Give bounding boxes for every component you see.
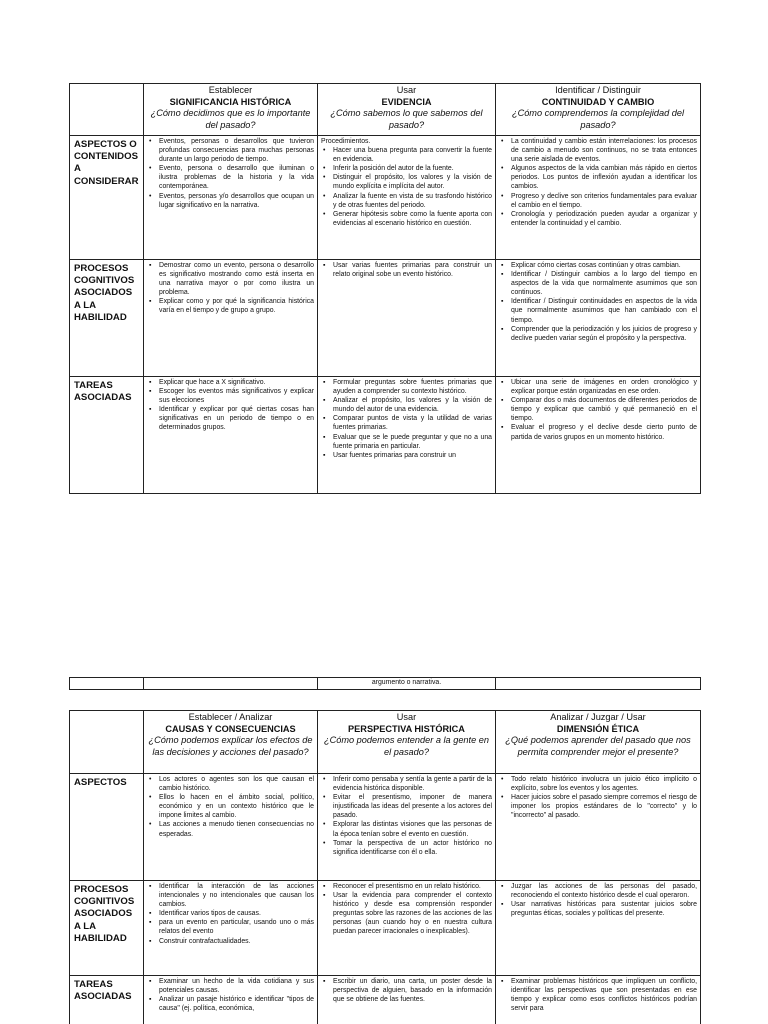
header-empty-cell [70,711,144,774]
cell-continuity [496,136,701,260]
list-item: ▪ Reconocer el presentismo en un relato histórico. [321,882,492,891]
list-item: ▪ Analizar el propósito, los valores y la visión de mundo del autor de una evidencia. [321,396,492,414]
list-item: ▪ Identificar / Distinguir cambios a lo largo del tiempo en aspectos de la vida que normalmente asumimos que son continuos. [499,270,697,297]
skills-table-part-1 [69,83,701,494]
list-item: ▪ Usar fuentes primarias para construir un [321,451,492,460]
list-item: ▪ Escoger los eventos más significativos y explicar sus elecciones [147,387,314,405]
table-row [70,774,701,881]
header-evidence [318,84,496,136]
header-verb: Usar [396,712,417,722]
row-label: ASPECTOS O CONTENIDOS A CONSIDERAR [70,136,144,260]
header-question: ¿Cómo decidimos que es lo importante del pasado? [150,108,311,130]
list-item: ▪ Demostrar como un evento, persona o desarrollo es significativo mostrando como está inserta en una narrativa mayor o por como ilustra un problema. [147,261,314,297]
header-ethics [496,711,701,774]
list-item: ▪ para un evento en particular, usando uno o más relatos del evento [147,918,314,936]
empty-cell [496,678,701,690]
header-question: ¿Qué podemos aprender del pasado que nos permita comprender mejor el presente? [505,735,691,757]
list-item: • Cronología y periodización pueden ayudar a organizar y entender la continuidad y el cambio. [499,210,697,228]
header-title: SIGNIFICANCIA HISTÓRICA [169,96,292,107]
header-verb: Usar [396,85,417,95]
header-significance [144,84,318,136]
empty-cell [144,678,318,690]
list-item: • Explorar las distintas visiones que las personas de la época tenían sobre el evento en cuestión. [321,820,492,838]
list-item: • Hacer una buena pregunta para convertir la fuente en evidencia. [321,146,492,164]
list-item: ▪ Examinar problemas históricos que impliquen un conflicto, identificar las perspectivas que son presentadas en ese tiempo y explicar como esos conflictos históricos podrían servir para [499,977,697,1013]
list-item: • Hacer juicios sobre el pasado siempre corremos el riesgo de imponer los propios estándares de lo "correcto" y lo "incorrecto" al pasado. [499,793,697,820]
list-item: • La continuidad y cambio están interrelaciones: los procesos de cambio a menudo son continuos, no se trata entonces una serie aislada de eventos. [499,137,697,164]
list-item: • Progreso y declive son criterios fundamentales para evaluar el cambio en el tiempo. [499,192,697,210]
list-item: ▪ Formular preguntas sobre fuentes primarias que ayuden a comprender su contexto histórico. [321,378,492,396]
table-header-row [70,84,701,136]
list-item: • Generar hipótesis sobre como la fuente aporta con evidencias al escenario histórico en cuestión. [321,210,492,228]
empty-cell [70,678,144,690]
list-item: ▪ Explicar que hace a X significativo. [147,378,314,387]
list-item: • Todo relato histórico involucra un juicio ético implícito o explícito, sobre los eventos y los agentes. [499,775,697,793]
list-item: • Analizar la fuente en vista de su trasfondo histórico y de otras fuentes del periodo. [321,192,492,210]
list-item: • Eventos, personas o desarrollos que tuvieron profundas consecuencias para muchas personas durante un largo periodo de tiempo. [147,137,314,164]
list-item: ▪ Analizar un pasaje histórico e identificar "tipos de causa" (ej. política, económica, [147,995,314,1013]
list-item: • Ellos lo hacen en el ámbito social, político, económico y en un contexto histórico que le impone limites al cambio. [147,793,314,820]
skills-table-part-2 [69,710,701,1024]
header-question: ¿Cómo podemos explicar los efectos de las decisiones y acciones del pasado? [148,735,313,757]
list-item: • Tomar la perspectiva de un actor histórico no significa identificarse con él o ella. [321,839,492,857]
cell-causes [144,881,318,976]
header-verb: Establecer [208,85,253,95]
cell-causes [144,774,318,881]
list-item: ▪ Evaluar que se le puede preguntar y que no a una fuente primaria en particular. [321,433,492,451]
header-title: CONTINUIDAD Y CAMBIO [541,96,655,107]
header-verb: Analizar / Juzgar / Usar [550,712,646,722]
cell-significance [144,377,318,494]
list-item: • Las acciones a menudo tienen consecuencias no esperadas. [147,820,314,838]
cell-perspective [318,881,496,976]
cell-evidence [318,136,496,260]
cell-continuity [496,260,701,377]
cell-ethics [496,774,701,881]
table-row [70,976,701,1024]
list-item: ▪ Identificar la interacción de las acciones intencionales y no intencionales que causan los cambios. [147,882,314,909]
list-item: ▪ Usar la evidencia para comprender el contexto histórico y desde esa comprensión responder preguntas sobre las razones de las acciones de las personas (aun cuando hoy o en nuestra cultura puedan parecer irracionales o inexplicables). [321,891,492,936]
header-verb: Identificar / Distinguir [555,85,641,95]
table-row [70,260,701,377]
list-item: ▪ Identificar y explicar por qué ciertas cosas han significativas en un periodo de tiempo o en determinados grupos. [147,405,314,432]
list-item: ▪ Ubicar una serie de imágenes en orden cronológico y explicar porque están organizadas en ese orden. [499,378,697,396]
header-title: CAUSAS Y CONSECUENCIAS [165,723,296,734]
list-item: ▪ Explicar como y por qué la significancia histórica varía en el tiempo y de grupo a grupo. [147,297,314,315]
list-item: ▪ Comparar puntos de vista y la utilidad de varias fuentes primarias. [321,414,492,432]
list-item: • Distinguir el propósito, los valores y la visión de mundo explícita e implícita del autor. [321,173,492,191]
row-label: TAREAS ASOCIADAS [70,377,144,494]
cell-perspective [318,976,496,1024]
row-label: TAREAS ASOCIADAS [70,976,144,1024]
list-item: • Inferir como pensaba y sentía la gente a partir de la evidencia histórica disponible. [321,775,492,793]
list-item: • Los actores o agentes son los que causan el cambio histórico. [147,775,314,793]
cell-ethics [496,976,701,1024]
list-item: ▪ Usar narrativas históricas para sustentar juicios sobre preguntas éticas, sociales y políticas del presente. [499,900,697,918]
list-item: • Inferir la posición del autor de la fuente. [321,164,492,173]
header-title: DIMENSIÓN ÉTICA [556,723,640,734]
list-item: ▪ Usar varias fuentes primarias para construir un relato original sobe un evento histórico. [321,261,492,279]
cell-causes [144,976,318,1024]
cell-ethics [496,881,701,976]
header-perspective [318,711,496,774]
header-empty-cell [70,84,144,136]
list-item: ▪ Evaluar el progreso y el declive desde cierto punto de partida de varios grupos en un momento histórico. [499,423,697,441]
row-label: ASPECTOS [70,774,144,881]
header-verb: Establecer / Analizar [188,712,273,722]
list-item: ▪ Explicar cómo ciertas cosas continúan y otras cambian. [499,261,697,270]
list-item: ▪ Comparar dos o más documentos de diferentes periodos de tiempo y explicar que cambió y qué permaneció en el tiempo. [499,396,697,423]
header-question: ¿Cómo comprendemos la complejidad del pasado? [511,108,685,130]
header-question: ¿Cómo podemos entender a la gente en el pasado? [324,735,489,757]
row-label: PROCESOS COGNITIVOS ASOCIADOS A LA HABILIDAD [70,881,144,976]
continuation-row [69,677,701,690]
continuation-text: argumento o narrativa. [318,678,496,690]
header-causes [144,711,318,774]
list-item: ▪ Identificar / Distinguir continuidades en aspectos de la vida que normalmente asumimos que han cambiado con el tiempo. [499,297,697,324]
header-question: ¿Cómo sabemos lo que sabemos del pasado? [330,108,483,130]
cell-significance [144,136,318,260]
list-item: ▪ Juzgar las acciones de las personas del pasado, reconociendo el contexto histórico desde el cual operaron. [499,882,697,900]
header-continuity [496,84,701,136]
cell-continuity [496,377,701,494]
header-title: EVIDENCIA [381,96,432,107]
header-title: PERSPECTIVA HISTÓRICA [348,723,465,734]
table-header-row [70,711,701,774]
list-item: ▪ Identificar varios tipos de causas. [147,909,314,918]
list-item: ▪ Comprender que la periodización y los juicios de progreso y declive pueden variar según el propósito y la perspectiva. [499,325,697,343]
cell-perspective [318,774,496,881]
list-item: ▪ Examinar un hecho de la vida cotidiana y sus potenciales causas. [147,977,314,995]
cell-evidence [318,377,496,494]
list-item: • Eventos, personas y/o desarrollos que ocupan un lugar significativo en la narrativa. [147,192,314,210]
table-row [70,136,701,260]
cell-intro: Procedimientos. [321,138,371,145]
list-item: • Evento, persona o desarrollo que iluminan o ilustra problemas de la historia y la vida contemporánea. [147,164,314,191]
table-row [70,881,701,976]
row-label: PROCESOS COGNITIVOS ASOCIADOS A LA HABILIDAD [70,260,144,377]
list-item: ▪ Construir contrafactualidades. [147,937,314,946]
list-item: • Algunos aspectos de la vida cambian más rápido en ciertos periodos. Los puntos de inflexión ayudan a identificar los cambios. [499,164,697,191]
cell-significance [144,260,318,377]
cell-evidence [318,260,496,377]
table-row [70,377,701,494]
list-item: ▪ Escribir un diario, una carta, un poster desde la perspectiva de alguien, basado en la información que se obtiene de las fuentes. [321,977,492,1004]
list-item: • Evitar el presentismo, imponer de manera injustificada las ideas del presente a los actores del pasado. [321,793,492,820]
